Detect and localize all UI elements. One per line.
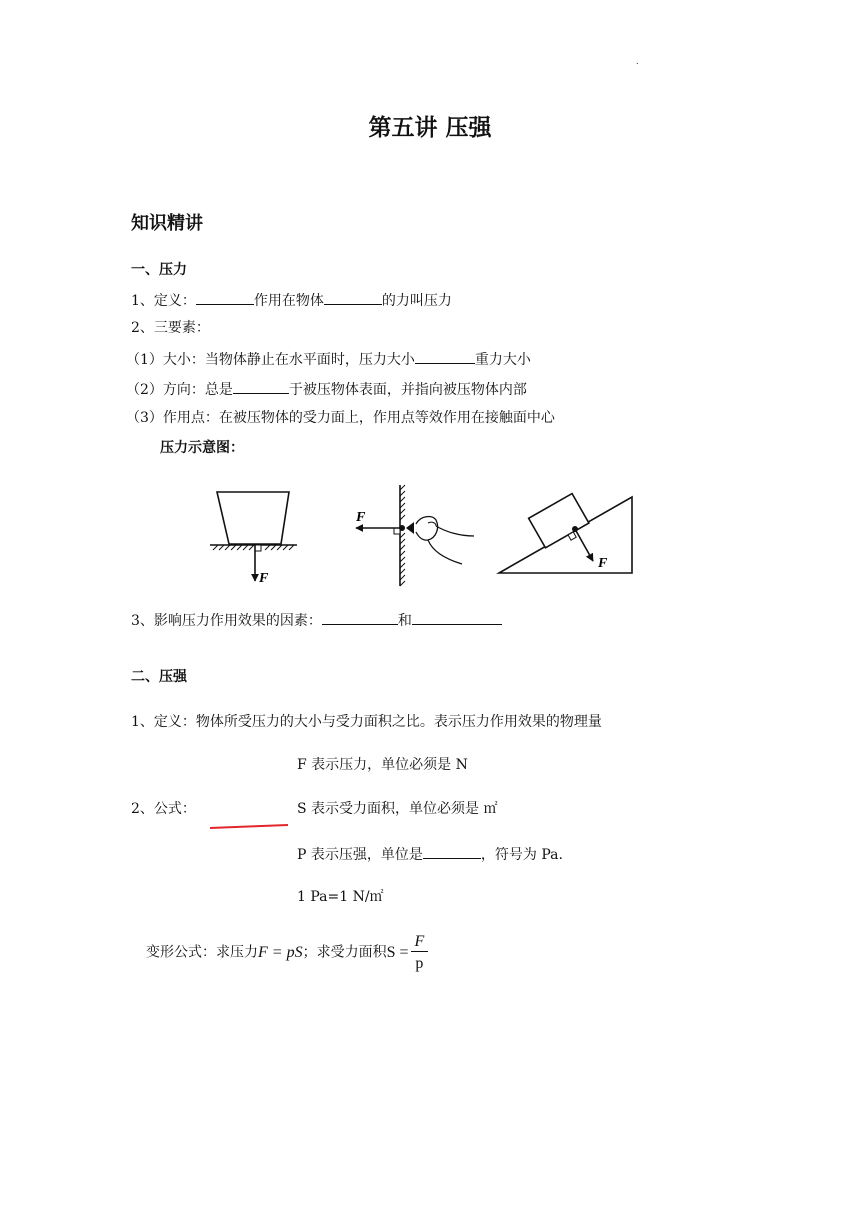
pressure-force-definition <box>131 292 452 308</box>
formula-area: S = <box>386 944 409 962</box>
three-elements-label: 2、三要素： <box>131 320 210 336</box>
size-text: （1）大小：当物体静止在水平面时，压力大小 <box>126 352 415 368</box>
def-mid: 作用在物体 <box>253 293 324 309</box>
hand-outline <box>428 540 462 564</box>
fill-blank[interactable] <box>233 381 289 394</box>
formula-s-desc: S 表示受力面积，单位必须是 ㎡ <box>297 801 498 817</box>
diagram-vertical-wall <box>350 480 480 592</box>
right-angle-mark <box>394 528 400 534</box>
part1-heading: 一、压力 <box>131 262 187 278</box>
diagram-caption: 压力示意图： <box>160 440 244 456</box>
direction-suffix: 于被压物体表面，并指向被压物体内部 <box>288 382 527 398</box>
factors-text: 3、影响压力作用效果的因素： <box>131 613 322 629</box>
fraction-denominator: p <box>411 951 429 973</box>
formula-placeholder-underline <box>208 822 290 832</box>
diagram-incline <box>495 485 640 580</box>
size-suffix: 重力大小 <box>474 352 531 368</box>
fill-blank[interactable] <box>322 612 398 625</box>
force-arrow <box>575 529 593 561</box>
fill-blank[interactable] <box>412 612 502 625</box>
def-prefix: 1、定义： <box>131 293 196 309</box>
fill-blank[interactable] <box>415 351 475 364</box>
formula-p-desc <box>297 846 563 862</box>
element-point: （3）作用点：在被压物体的受力面上，作用点等效作用在接触面中心 <box>126 410 555 426</box>
section-heading: 知识精讲 <box>131 213 203 234</box>
right-angle-mark <box>255 545 261 551</box>
formula-force: F = pS <box>258 944 303 962</box>
page-title: 第五讲 压强 <box>368 115 492 141</box>
p-desc-suffix: ，符号为 Pa. <box>480 847 563 863</box>
finger-tip <box>416 517 438 541</box>
fill-blank[interactable] <box>324 292 382 305</box>
thumbtack-head <box>406 522 414 534</box>
element-direction <box>126 381 527 397</box>
fraction-numerator: F <box>414 933 425 950</box>
block-shape <box>217 492 289 544</box>
unit-equivalence: 1 Pa=1 N/㎡ <box>297 889 384 905</box>
contact-point <box>572 526 578 532</box>
part2-heading: 二、压强 <box>131 669 187 685</box>
fraction <box>411 932 429 973</box>
factors-and: 和 <box>397 613 412 629</box>
element-size <box>126 351 531 367</box>
variant-text: 变形公式：求压力 <box>146 944 258 961</box>
force-label: F <box>356 510 366 525</box>
pressure-definition: 1、定义：物体所受压力的大小与受力面积之比。表示压力作用效果的物理量 <box>131 714 602 730</box>
force-label: F <box>259 571 269 586</box>
variant-mid: ；求受力面积 <box>302 944 387 961</box>
force-label: F <box>598 556 608 571</box>
contact-point <box>399 525 405 531</box>
fill-blank[interactable] <box>423 846 481 859</box>
effect-factors <box>131 612 502 628</box>
variant-formula <box>146 932 428 973</box>
fill-blank[interactable] <box>196 292 254 305</box>
direction-text: （2）方向：总是 <box>126 382 233 398</box>
p-desc-text: P 表示压强，单位是 <box>297 847 423 863</box>
block-on-incline <box>529 494 589 548</box>
def-suffix: 的力叫压力 <box>381 293 452 309</box>
diagram-horizontal-surface <box>205 485 305 590</box>
formula-label: 2、公式： <box>131 801 196 817</box>
corner-mark: . <box>636 57 639 66</box>
formula-f-desc: F 表示压力，单位必须是 N <box>297 757 468 773</box>
